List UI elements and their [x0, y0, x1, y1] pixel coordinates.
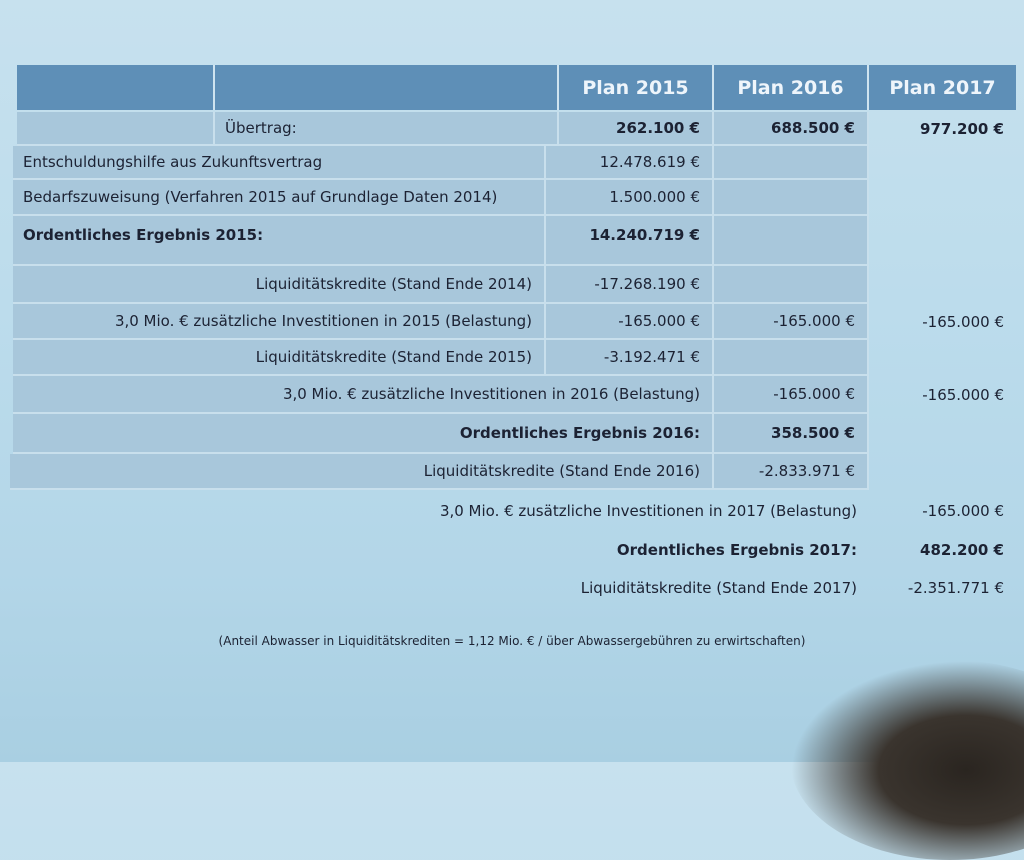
table-row [13, 376, 1016, 414]
row-label: Entschuldungshilfe aus Zukunftsvertrag [13, 146, 546, 180]
blank-cell [714, 216, 869, 266]
row-label: 3,0 Mio. € zusätzliche Investitionen in 2016 (Belastung) [13, 376, 714, 414]
table-header [17, 65, 1016, 110]
value-2015: 14.240.719 € [546, 216, 714, 266]
row-label: Übertrag: [215, 112, 559, 146]
value-2017: -165.000 € [922, 502, 1004, 520]
row-label: 3,0 Mio. € zusätzliche Investitionen in 2017 (Belastung) [439, 502, 857, 520]
value-2016: -2.833.971 € [714, 454, 869, 490]
row-label: Ordentliches Ergebnis 2017: [616, 541, 857, 559]
value-2017: -165.000 € [922, 313, 1004, 331]
blank-cell [17, 112, 215, 146]
value-2016: 688.500 € [714, 112, 869, 146]
row-label: Bedarfszuweisung (Verfahren 2015 auf Grundlage Daten 2014) [13, 180, 546, 216]
table-row [13, 216, 1016, 266]
blank-cell [714, 180, 869, 216]
table-row [10, 532, 1016, 568]
value-2015: -165.000 € [546, 304, 714, 340]
table-row [13, 180, 1016, 216]
foreground-silhouette [790, 660, 1024, 860]
table-row [10, 494, 1016, 528]
row-label: Ordentliches Ergebnis 2015: [13, 216, 546, 266]
table-row [13, 146, 1016, 180]
footnote: (Anteil Abwasser in Liquiditätskrediten = 1,12 Mio. € / über Abwassergebühren zu erwirtschaften) [218, 634, 806, 648]
blank-cell [714, 340, 869, 376]
value-2017: 482.200 € [920, 541, 1004, 559]
table-row [13, 340, 1016, 376]
table-row [13, 266, 1016, 304]
value-2015: -3.192.471 € [546, 340, 714, 376]
blank-cell [714, 266, 869, 304]
table-row [10, 454, 1016, 490]
value-2017: -2.351.771 € [907, 579, 1004, 597]
table-row [13, 414, 1016, 454]
row-label: Liquiditätskredite (Stand Ende 2017) [580, 579, 857, 597]
row-label: Liquiditätskredite (Stand Ende 2016) [10, 454, 714, 490]
header-blank-cell [215, 65, 559, 110]
row-label: 3,0 Mio. € zusätzliche Investitionen in 2015 (Belastung) [13, 304, 546, 340]
table-row [13, 304, 1016, 340]
row-label: Liquiditätskredite (Stand Ende 2014) [13, 266, 546, 304]
value-2015: 1.500.000 € [546, 180, 714, 216]
row-label: Ordentliches Ergebnis 2016: [13, 414, 714, 454]
table-row [10, 570, 1016, 606]
header-plan-2016: Plan 2016 [714, 65, 869, 110]
value-2016: -165.000 € [714, 304, 869, 340]
header-plan-2015: Plan 2015 [559, 65, 714, 110]
value-2015: -17.268.190 € [546, 266, 714, 304]
header-blank-cell [17, 65, 215, 110]
value-2016: -165.000 € [714, 376, 869, 414]
table-row [17, 112, 1016, 146]
row-label: Liquiditätskredite (Stand Ende 2015) [13, 340, 546, 376]
value-2015: 12.478.619 € [546, 146, 714, 180]
header-plan-2017: Plan 2017 [869, 65, 1016, 110]
value-2017: 977.200 € [920, 120, 1004, 138]
value-2015: 262.100 € [559, 112, 714, 146]
blank-cell [714, 146, 869, 180]
value-2016: 358.500 € [714, 414, 869, 454]
value-2017: -165.000 € [922, 386, 1004, 404]
